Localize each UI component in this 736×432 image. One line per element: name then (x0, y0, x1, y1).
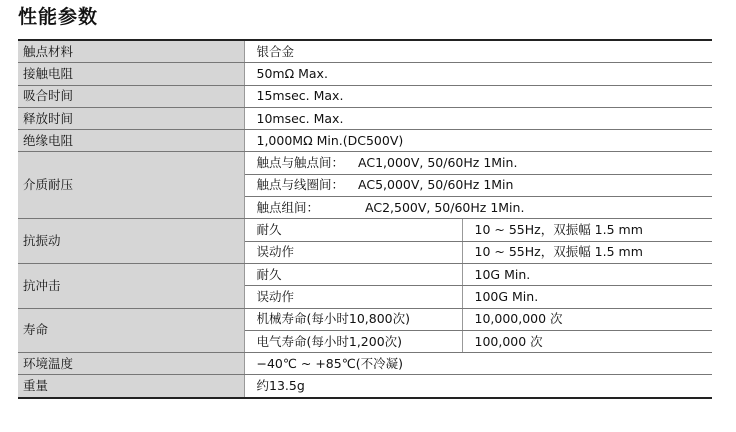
dielectric-item-name: 触点组间： (256, 199, 320, 215)
table-row (18, 107, 712, 129)
table-row (18, 308, 712, 330)
shock-item-value: 100G Min. (462, 286, 712, 308)
row-label-contact-material: 触点材料 (18, 40, 244, 63)
dielectric-item (244, 152, 712, 174)
dielectric-item-value: AC2,500V, 50/60Hz 1Min. (365, 199, 525, 215)
row-label-life: 寿命 (18, 308, 244, 353)
row-label-shock: 抗冲击 (18, 263, 244, 308)
table-row (18, 85, 712, 107)
table-row (18, 130, 712, 152)
life-item-name: 机械寿命(每小时10,800次) (244, 308, 462, 330)
shock-item-value: 10G Min. (462, 263, 712, 285)
table-row (18, 40, 712, 63)
row-label-dielectric-strength: 介质耐压 (18, 152, 244, 219)
row-label-vibration: 抗振动 (18, 219, 244, 264)
row-label-operate-time: 吸合时间 (18, 85, 244, 107)
table-row (18, 63, 712, 85)
row-value-release-time: 10msec. Max. (244, 107, 712, 129)
dielectric-item (244, 174, 712, 196)
dielectric-item-name: 触点与触点间： (256, 155, 345, 171)
vibration-item-name: 耐久 (244, 219, 462, 241)
row-value-insulation-resistance: 1,000MΩ Min.(DC500V) (244, 130, 712, 152)
table-row (18, 152, 712, 174)
row-label-insulation-resistance: 绝缘电阻 (18, 130, 244, 152)
life-item-name: 电气寿命(每小时1,200次) (244, 330, 462, 352)
dielectric-item-name: 触点与线圈间： (256, 177, 345, 193)
table-row (18, 353, 712, 375)
row-label-ambient-temperature: 环境温度 (18, 353, 244, 375)
row-value-operate-time: 15msec. Max. (244, 85, 712, 107)
spec-table (18, 39, 712, 399)
vibration-item-value: 10 ~ 55Hz，双振幅 1.5 mm (462, 219, 712, 241)
life-item-value: 100,000 次 (462, 330, 712, 352)
vibration-item-value: 10 ~ 55Hz，双振幅 1.5 mm (462, 241, 712, 263)
table-row (18, 219, 712, 241)
row-label-contact-resistance: 接触电阻 (18, 63, 244, 85)
table-row (18, 263, 712, 285)
row-value-contact-material: 银合金 (244, 40, 712, 63)
row-label-weight: 重量 (18, 375, 244, 398)
row-label-release-time: 释放时间 (18, 107, 244, 129)
vibration-item-name: 误动作 (244, 241, 462, 263)
dielectric-item-value: AC1,000V, 50/60Hz 1Min. (358, 155, 518, 171)
row-value-weight: 约13.5g (244, 375, 712, 398)
dielectric-item (244, 197, 712, 219)
row-value-ambient-temperature: −40℃ ~ +85℃(不冷凝) (244, 353, 712, 375)
life-item-value: 10,000,000 次 (462, 308, 712, 330)
table-row (18, 375, 712, 398)
dielectric-item-value: AC5,000V, 50/60Hz 1Min (358, 177, 514, 193)
shock-item-name: 误动作 (244, 286, 462, 308)
shock-item-name: 耐久 (244, 263, 462, 285)
row-value-contact-resistance: 50mΩ Max. (244, 63, 712, 85)
section-title: 性能参数 (18, 6, 99, 28)
